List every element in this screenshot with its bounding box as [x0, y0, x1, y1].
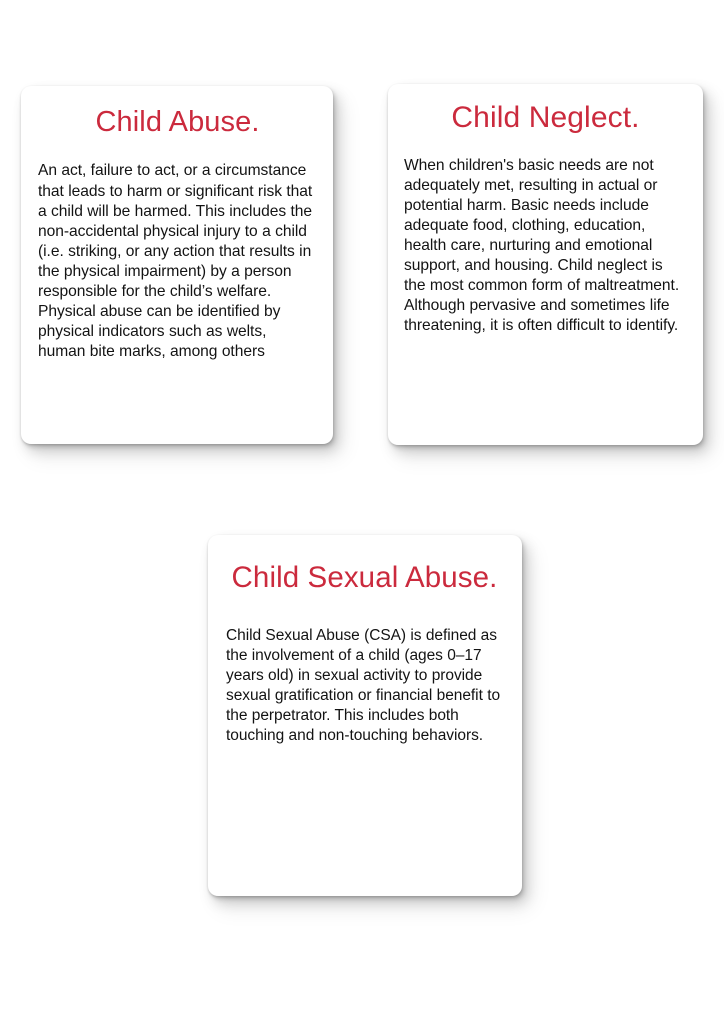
card-child-abuse[interactable] [21, 86, 333, 444]
card-body-child-neglect: When children's basic needs are not adequately met, resulting in actual or potential harm. Basic needs include adequate food, clothing, education, health care, nurturing and emotional support, and housing. Child neglect is the most common form of maltreatment. Although pervasive and sometimes life threatening, it is often difficult to identify. [404, 156, 680, 334]
card-body-child-abuse: An act, failure to act, or a circumstance that leads to harm or significant risk that a child will be harmed. This includes the non-accidental physical injury to a child (i.e. striking, or any action that results in the physical impairment) by a person responsible for the child’s welfare. Physical abuse can be identified by physical indicators such as welts, human bite marks, among others [38, 162, 313, 360]
card-title-child-sexual-abuse: Child Sexual Abuse. [231, 561, 498, 594]
card-title-child-abuse: Child Abuse. [95, 106, 260, 138]
card-child-neglect[interactable] [388, 84, 703, 445]
card-child-sexual-abuse[interactable] [208, 535, 522, 896]
card-title-child-neglect: Child Neglect. [451, 101, 640, 134]
card-body-child-sexual-abuse: Child Sexual Abuse (CSA) is defined as the involvement of a child (ages 0–17 years old) in sexual activity to provide sexual gratification or financial benefit to the perpetrator. This includes both touching and non-touching behaviors. [226, 627, 501, 744]
